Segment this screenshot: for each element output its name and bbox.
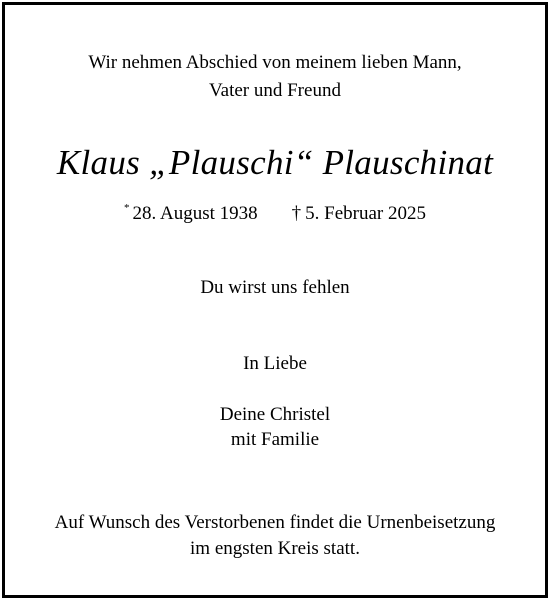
- deceased-name: Klaus „Plauschi“ Plauschinat: [56, 143, 494, 182]
- death-date-group: [292, 203, 426, 224]
- farewell-line: Du wirst uns fehlen: [200, 277, 350, 298]
- life-dates: [5, 201, 545, 229]
- intro-text: [5, 49, 545, 105]
- intro-line-1: Wir nehmen Abschied von meinem lieben Mann,: [88, 52, 462, 73]
- birth-date: 28. August 1938: [132, 203, 258, 224]
- birth-star-icon: *: [124, 202, 130, 214]
- mourners-line-2: mit Familie: [230, 429, 320, 450]
- death-dagger-icon: †: [291, 203, 302, 224]
- burial-note-line-1: Auf Wunsch des Verstorbenen findet die Urnenbeisetzung: [54, 512, 496, 533]
- love-line: In Liebe: [243, 353, 307, 374]
- mourners: [5, 402, 545, 452]
- mourners-line-1: Deine Christel: [219, 404, 331, 425]
- intro-line-2: Vater und Freund: [209, 80, 341, 101]
- death-notice: [2, 2, 548, 598]
- death-date: 5. Februar 2025: [305, 203, 426, 224]
- burial-note: [5, 510, 545, 562]
- burial-note-line-2: im engsten Kreis statt.: [190, 538, 360, 559]
- birth-date-group: [124, 201, 258, 229]
